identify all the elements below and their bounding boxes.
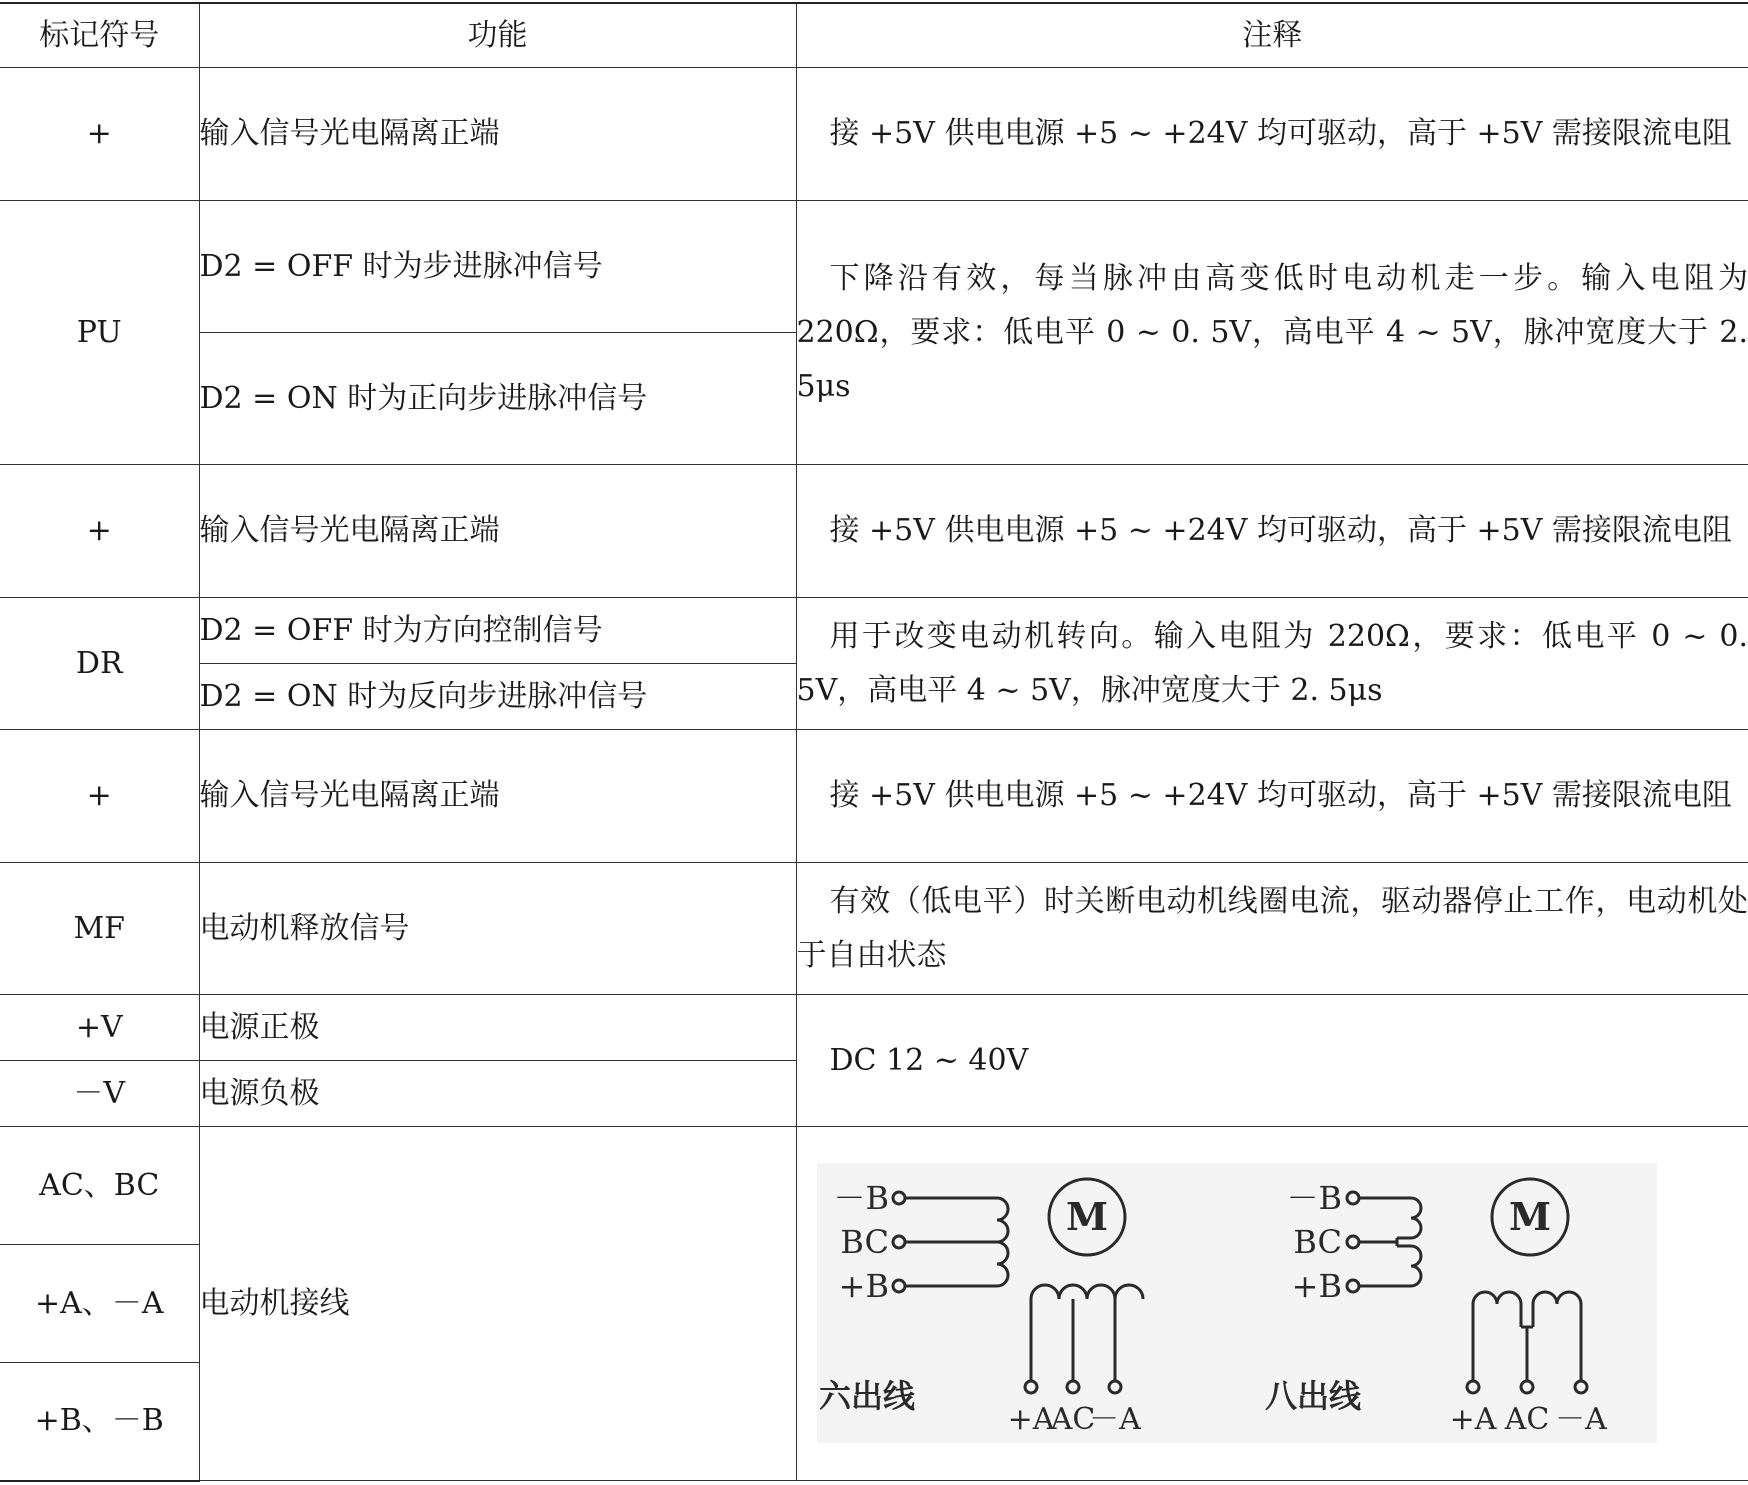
label-six-minus-b: －B [832, 1178, 889, 1217]
function-cell: 电源负极 [199, 1061, 796, 1127]
label-eight-minus-b: －B [1285, 1178, 1342, 1217]
function-cell: 输入信号光电隔离正端 [199, 68, 796, 201]
label-six-plus-b: +B [838, 1266, 889, 1305]
function-cell: D2 = OFF 时为步进脉冲信号 [199, 201, 796, 333]
note-text: 接 +5V 供电电源 +5 ~ +24V 均可驱动，高于 +5V 需接限流电阻 [829, 778, 1732, 813]
function-cell: 电动机释放信号 [199, 863, 796, 995]
table-row [0, 863, 1748, 995]
caption-eight-wire: 八出线 [1264, 1376, 1361, 1415]
symbol-cell: + [0, 730, 199, 863]
label-eight-plus-b: +B [1291, 1266, 1342, 1305]
note-text: 有效（低电平）时关断电动机线圈电流，驱动器停止工作，电动机处于自由状态 [796, 883, 1748, 973]
note-text: 接 +5V 供电电源 +5 ~ +24V 均可驱动，高于 +5V 需接限流电阻 [829, 513, 1732, 548]
label-eight-bc: BC [1292, 1222, 1342, 1261]
symbol-cell: AC、BC [0, 1127, 199, 1245]
symbol-cell: + [0, 68, 199, 201]
note-text: DC 12 ~ 40V [829, 1042, 1029, 1078]
function-cell: D2 = OFF 时为方向控制信号 [199, 598, 796, 664]
note-cell [796, 730, 1748, 863]
symbol-cell: +A、－A [0, 1245, 199, 1363]
header-row [0, 3, 1748, 68]
header-function: 功能 [199, 3, 796, 68]
table-row [0, 68, 1748, 201]
function-cell: 输入信号光电隔离正端 [199, 730, 796, 863]
symbol-cell: +V [0, 995, 199, 1061]
label-eight-plus-a: +A [1449, 1401, 1496, 1437]
function-cell: 输入信号光电隔离正端 [199, 465, 796, 598]
note-text: 接 +5V 供电电源 +5 ~ +24V 均可驱动，高于 +5V 需接限流电阻 [829, 116, 1732, 151]
function-cell: 电源正极 [199, 995, 796, 1061]
note-cell [796, 995, 1748, 1127]
note-cell [796, 465, 1748, 598]
symbol-cell: DR [0, 598, 199, 730]
label-six-bc: BC [839, 1222, 889, 1261]
table-row [0, 730, 1748, 863]
pin-definition-table [0, 2, 1748, 1482]
symbol-cell: +B、－B [0, 1363, 199, 1481]
function-cell: D2 = ON 时为反向步进脉冲信号 [199, 664, 796, 730]
label-eight-minus-a: －A [1554, 1401, 1607, 1437]
note-cell [796, 863, 1748, 995]
label-six-ac: AC [1050, 1401, 1095, 1437]
note-text: 用于改变电动机转向。输入电阻为 220Ω，要求：低电平 0 ~ 0. 5V，高电平 4 ~ 5V，脉冲宽度大于 2. 5μs [796, 618, 1748, 708]
table-row [0, 995, 1748, 1061]
motor-wiring-diagram [797, 1129, 1747, 1479]
function-cell: D2 = ON 时为正向步进脉冲信号 [199, 333, 796, 465]
note-cell [796, 201, 1748, 465]
symbol-cell: MF [0, 863, 199, 995]
label-eight-ac: AC [1504, 1401, 1549, 1437]
symbol-cell: PU [0, 201, 199, 465]
label-six-minus-a: －A [1088, 1401, 1141, 1437]
caption-six-wire: 六出线 [818, 1376, 915, 1415]
table-row [0, 465, 1748, 598]
table-row [0, 1127, 1748, 1245]
table-row [0, 201, 1748, 333]
motor-label: M [1508, 1193, 1551, 1239]
symbol-cell: －V [0, 1061, 199, 1127]
header-note: 注释 [796, 3, 1748, 68]
wiring-diagram-cell [796, 1127, 1748, 1481]
header-symbol: 标记符号 [0, 3, 199, 68]
symbol-cell: + [0, 465, 199, 598]
note-cell [796, 68, 1748, 201]
function-cell: 电动机接线 [199, 1127, 796, 1481]
label-six-plus-a: +A [1007, 1401, 1054, 1437]
table-row [0, 598, 1748, 664]
motor-label: M [1065, 1193, 1108, 1239]
note-cell [796, 598, 1748, 730]
note-text: 下降沿有效，每当脉冲由高变低时电动机走一步。输入电阻为 220Ω，要求：低电平 0 ~ 0. 5V，高电平 4 ~ 5V，脉冲宽度大于 2. 5μs [796, 260, 1748, 404]
